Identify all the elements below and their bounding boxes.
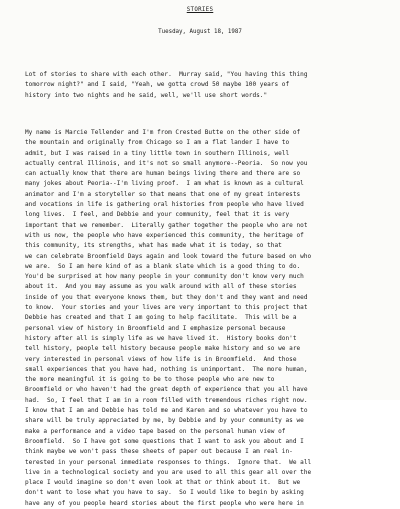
text-line: Debbie has created and that I am going to help facilitate. This will be a — [25, 314, 297, 322]
document-date: Tuesday, August 18, 1987 — [158, 29, 242, 35]
text-line: we are. So I am here kind of as a blank slate which is a good thing to do. — [25, 262, 301, 270]
text-line: Broomfield or who haven't had the great depth of experience that you all have — [25, 386, 308, 394]
text-line: My name is Marcie Tellender and I'm from Crested Butte on the other side of — [25, 129, 301, 136]
paragraph-intro — [25, 70, 389, 101]
text-line: Lot of stories to share with each other. Murray said, "You having this thing — [25, 71, 308, 78]
text-line: this community, its strengths, what has made what it is today, so that — [25, 242, 282, 250]
text-line: terested in your personal immediate responses to things. Ignore that. We all — [25, 458, 312, 466]
text-line: personal view of history in Broomfield and I emphasize personal because — [25, 324, 286, 332]
text-line: we can celebrate Broomfield Days again and look toward the future based on who — [25, 252, 312, 260]
text-line: You'd be surprised at how many people in your community don't know very much — [25, 273, 304, 281]
text-line: actually central Illinois, and it's not so small anymore--Peoria. So now you — [25, 159, 308, 167]
text-line: history after all is simply life as we have lived it. History books don't — [25, 334, 297, 342]
text-line: long lives. I feel, and Debbie and your community, feel that it is very — [25, 211, 290, 219]
text-line: share will be truly appreciated by me, by Debbie and by your community as we — [25, 417, 304, 425]
text-line: Broomfield. So I have got some questions that I want to ask you about and I — [25, 437, 304, 445]
text-line: don't want to lose what you have to say. So I would like to begin by asking — [25, 489, 304, 497]
text-line: to know. Your stories and your lives are very important to this project that — [25, 304, 308, 312]
text-line: have any of you people heard stories about the first people who were here in — [25, 499, 304, 507]
text-line: I know that I am and Debbie has told me and Karen and so whatever you have to — [25, 407, 308, 415]
text-line: history into two nights and he said, well, we'll use short words." — [25, 91, 268, 99]
text-line: small experiences that you have had, nothing is unimportant. The more human, — [25, 365, 308, 373]
text-line: think maybe we won't pass these sheets of paper out because I am real in- — [25, 448, 293, 456]
text-line: animator and I'm a storyteller so that means that one of my great interests — [25, 190, 301, 198]
text-line: many jokes about Peoria--I'm living proof. I am what is known as a cultural — [25, 180, 304, 188]
text-line: had. So, I feel that I am in a room filled with tremendous riches right now. — [25, 396, 308, 404]
text-line: the mountain and originally from Chicago so I am a flat lander I have to — [25, 139, 290, 147]
text-line: very interested in personal views of how life is in Broomfield. And those — [25, 355, 297, 363]
text-line: inside of you that everyone knows them, but they don't and they want and need — [25, 293, 308, 301]
text-line: tomorrow night?" and I said, "Yeah, we gotta crowd 50 maybe 100 years of — [25, 81, 290, 89]
text-line: make a performance and a video tape based on the personal human view of — [25, 427, 286, 435]
paragraph-main — [25, 128, 389, 509]
text-line: with us now, the people who have experienced this community, the heritage of — [25, 231, 304, 239]
text-line: can actually know that there are human beings living there and there are so — [25, 170, 301, 178]
text-line: admit, but I was raised in a tiny little town in southern Illinois, well — [25, 149, 290, 157]
text-line: tell history, people tell history because people make history and so we are — [25, 345, 301, 353]
text-line: place I would imagine so don't even look at that or think about it. But we — [25, 479, 301, 487]
text-line: the more meaningful it is going to be to those people who are new to — [25, 376, 275, 384]
document-title: STORIES — [186, 7, 214, 13]
text-line: important that we remember. Literally gather together the people who are not — [25, 221, 308, 229]
text-line: about it. And you may assume as you walk around with all of these stories — [25, 283, 297, 291]
text-line: and vocations in life is gathering oral histories from people who have lived — [25, 201, 304, 209]
text-line: live in a technological society and you are used to all this gear all over the — [25, 468, 312, 476]
